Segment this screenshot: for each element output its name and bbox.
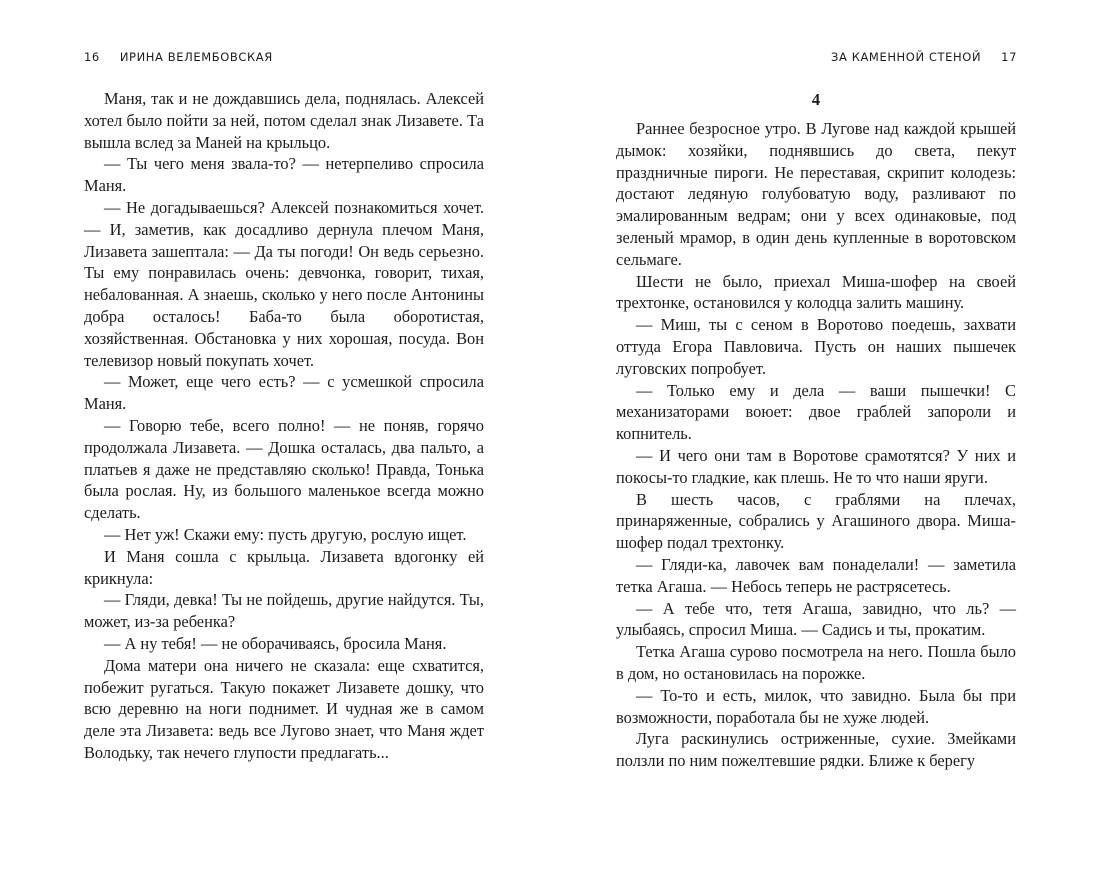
left-running-head: [84, 50, 273, 64]
left-text-block: [84, 88, 484, 764]
paragraph: — Нет уж! Скажи ему: пусть другую, рослую ищет.: [104, 524, 467, 544]
chapter-number: 4: [811, 90, 821, 109]
paragraph: Маня, так и не дождавшись дела, поднялась. Алексей хотел было пойти за ней, потом сделал знак Лизавете. Та вышла вслед за Маней на крыльцо.: [84, 89, 484, 152]
paragraph: — А тебе что, тетя Агаша, завидно, что ль? — улыбаясь, спросил Миша. — Садись и ты, прокатим.: [616, 598, 1016, 640]
paragraph: — Может, еще чего есть? — с усмешкой спросила Маня.: [84, 372, 484, 414]
paragraph: — Гляди, девка! Ты не пойдешь, другие найдутся. Ты, может, из-за ребенка?: [84, 590, 484, 632]
right-running-head: [831, 50, 1017, 64]
book-title: ЗА КАМЕННОЙ СТЕНОЙ: [831, 50, 982, 64]
author-name: ИРИНА ВЕЛЕМБОВСКАЯ: [119, 50, 273, 64]
paragraph: Шести не было, приехал Миша-шофер на своей трехтонке, остановился у колодца залить машину.: [616, 271, 1016, 313]
paragraph: — Говорю тебе, всего полно! — не поняв, горячо продолжала Лизавета. — Дошка осталась, два пальто, а платьев я даже не представляю сколько! Правда, Тонька была рослая. Ну, из большого маленькое всегда можно сделать.: [84, 415, 484, 523]
paragraph: — И чего они там в Воротове срамотятся? У них и покосы-то гладкие, как плешь. Не то что наши яруги.: [616, 445, 1016, 487]
paragraph: — А ну тебя! — не оборачиваясь, бросила Маня.: [104, 633, 447, 653]
paragraph: — Ты чего меня звала-то? — нетерпеливо спросила Маня.: [84, 154, 484, 196]
paragraph: — То-то и есть, милок, что завидно. Была бы при возможности, поработала бы не хуже людей.: [616, 685, 1016, 727]
paragraph: Дома матери она ничего не сказала: еще схватится, побежит ругаться. Такую покажет Лизавете дошку, что всю деревню на ноги поднимет. И чудная же в самом деле эта Лизавета: ведь все Лугово знает, что Маня ждет Володьку, так нечего глупости предлагать...: [84, 655, 484, 762]
page-number: 16: [84, 50, 100, 64]
paragraph: Раннее безросное утро. В Лугове над каждой крышей дымок: хозяйки, поднявшись до света, пекут праздничные пироги. Не переставая, скрипит колодезь: достают ледяную голубоватую воду, разливают по эмалированным ведрам; они у всех одинаковые, под зеленый мрамор, в один день купленные в воротовском сельмаге.: [616, 119, 1016, 269]
paragraph: — Только ему и дела — ваши пышечки! С механизаторами воюет: двое граблей запороли и копнитель.: [616, 380, 1016, 444]
right-text-block: [616, 88, 1016, 772]
paragraph: — Гляди-ка, лавочек вам понаделали! — заметила тетка Агаша. — Небось теперь не растрясетесь.: [616, 554, 1016, 596]
paragraph: Тетка Агаша сурово посмотрела на него. Пошла было в дом, но остановилась на порожке.: [616, 642, 1016, 683]
paragraph: Луга раскинулись остриженные, сухие. Змейками ползли по ним пожелтевшие рядки. Ближе к берегу: [616, 729, 1016, 771]
paragraph: И Маня сошла с крыльца. Лизавета вдогонку ей крикнула:: [84, 546, 484, 588]
paragraph: — Не догадываешься? Алексей познакомиться хочет. — И, заметив, как досадливо дернула плечом Маня, Лизавета зашептала: — Да ты погоди! Он ведь серьезно. Ты ему понравилась очень: девчонка, говорит, тихая, небалованная. А знаешь, сколько у него после Антонины добра осталось! Баба-то была оборотистая, хозяйственная. Обстановка у них хорошая, посуда. Вон телевизор новый покупать хочет.: [84, 197, 484, 370]
paragraph: — Миш, ты с сеном в Воротово поедешь, захвати оттуда Егора Павловича. Пусть он наших пышечек луговских попробует.: [616, 315, 1016, 378]
paragraph: В шесть часов, с граблями на плечах, принаряженные, собрались у Агашиного двора. Миша-шофер подал трехтонку.: [616, 489, 1016, 553]
page-number: 17: [1001, 50, 1017, 64]
right-page: [550, 0, 1100, 880]
